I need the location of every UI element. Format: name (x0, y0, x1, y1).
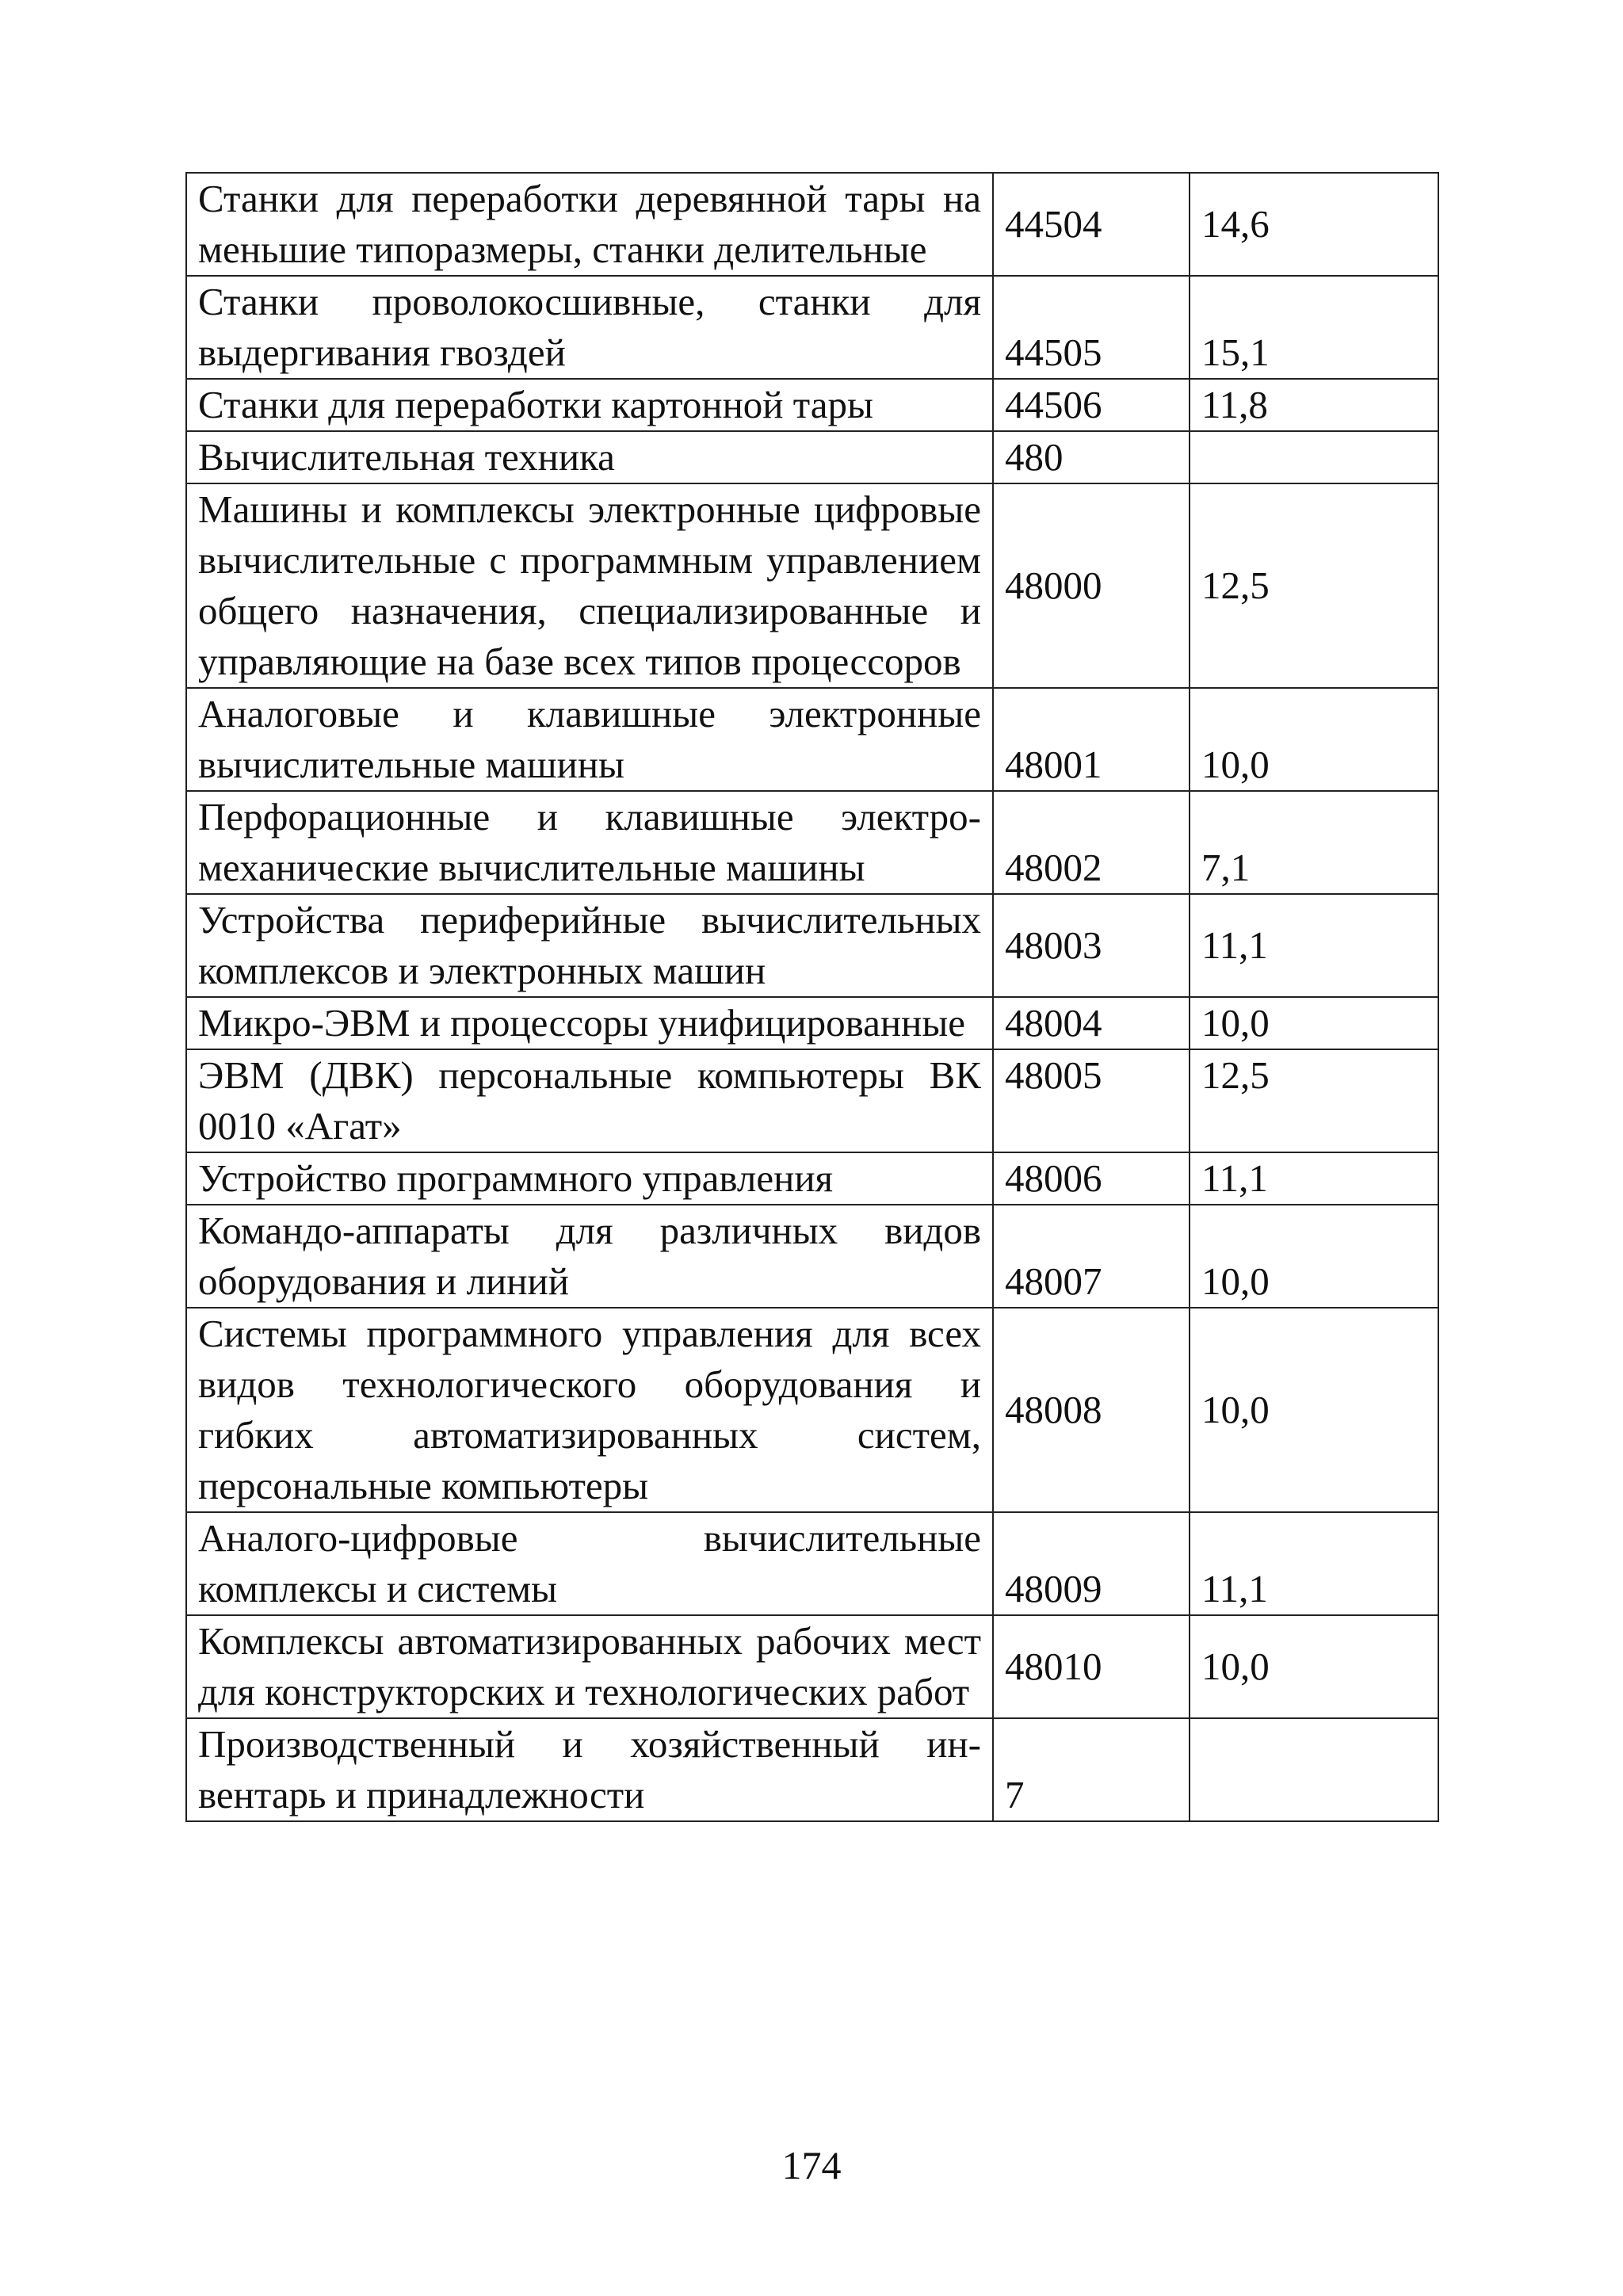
asset-code: 7 (993, 1718, 1190, 1821)
page-number: 174 (781, 2143, 842, 2187)
asset-code: 48008 (993, 1308, 1190, 1512)
asset-code: 48009 (993, 1512, 1190, 1615)
table-row (186, 688, 1438, 791)
asset-code: 44505 (993, 276, 1190, 379)
table-row (186, 173, 1438, 276)
table-row (186, 276, 1438, 379)
table-row (186, 379, 1438, 431)
asset-group-name: Устройство программного управления (186, 1152, 993, 1205)
depreciation-rate: 14,6 (1190, 173, 1438, 276)
depreciation-rate: 11,1 (1190, 894, 1438, 997)
asset-group-name: Устройства периферийные вычислительных комплексов и электронных машин (186, 894, 993, 997)
asset-group-name: Микро-ЭВМ и процессоры унифицированные (186, 997, 993, 1049)
asset-group-name: Системы программного управления для всех видов технологического оборудования и гибких автоматизированных систем, персональные компьютеры (186, 1308, 993, 1512)
table-row (186, 1049, 1438, 1152)
asset-code: 44506 (993, 379, 1190, 431)
depreciation-rate: 10,0 (1190, 997, 1438, 1049)
asset-group-name: Перфорационные и клавишные электромеханические вычислительные машины (186, 791, 993, 894)
asset-group-name: Станки проволокосшивные, станки для выдергивания гвоздей (186, 276, 993, 379)
table-row (186, 431, 1438, 483)
depreciation-rate: 11,1 (1190, 1512, 1438, 1615)
asset-group-name: Производственный и хозяйственный инвентарь и принадлежности (186, 1718, 993, 1821)
asset-code: 480 (993, 431, 1190, 483)
asset-code: 44504 (993, 173, 1190, 276)
asset-group-name: Вычислительная техника (186, 431, 993, 483)
table-row (186, 1718, 1438, 1821)
depreciation-rate: 10,0 (1190, 688, 1438, 791)
depreciation-rate: 10,0 (1190, 1205, 1438, 1308)
asset-group-name: Аналоговые и клавишные электронные вычислительные машины (186, 688, 993, 791)
table-row (186, 1512, 1438, 1615)
asset-group-name: Командо-аппараты для различных видов оборудования и линий (186, 1205, 993, 1308)
table-row (186, 997, 1438, 1049)
table-row (186, 1308, 1438, 1512)
asset-group-name: Комплексы автоматизированных рабочих мест для конструкторских и технологических работ (186, 1615, 993, 1718)
asset-code: 48005 (993, 1049, 1190, 1152)
depreciation-rate: 15,1 (1190, 276, 1438, 379)
depreciation-rate: 12,5 (1190, 483, 1438, 688)
table-row (186, 894, 1438, 997)
depreciation-rate: 10,0 (1190, 1308, 1438, 1512)
asset-group-name: Станки для переработки картонной тары (186, 379, 993, 431)
table-row (186, 483, 1438, 688)
table-body (186, 173, 1438, 1821)
asset-code: 48010 (993, 1615, 1190, 1718)
depreciation-rate: 12,5 (1190, 1049, 1438, 1152)
asset-code: 48004 (993, 997, 1190, 1049)
asset-code: 48002 (993, 791, 1190, 894)
depreciation-table (185, 172, 1439, 1822)
asset-group-name: Станки для переработки деревянной тары на меньшие типоразмеры, станки делительные (186, 173, 993, 276)
asset-code: 48006 (993, 1152, 1190, 1205)
asset-code: 48000 (993, 483, 1190, 688)
table-row (186, 1205, 1438, 1308)
depreciation-rate: 11,1 (1190, 1152, 1438, 1205)
asset-group-name: ЭВМ (ДВК) персональные компьютеры ВК 0010 «Агат» (186, 1049, 993, 1152)
depreciation-rate (1190, 431, 1438, 483)
depreciation-rate: 7,1 (1190, 791, 1438, 894)
asset-code: 48007 (993, 1205, 1190, 1308)
asset-code: 48003 (993, 894, 1190, 997)
table-row (186, 1152, 1438, 1205)
depreciation-rate: 10,0 (1190, 1615, 1438, 1718)
depreciation-rate: 11,8 (1190, 379, 1438, 431)
table-row (186, 791, 1438, 894)
asset-code: 48001 (993, 688, 1190, 791)
asset-group-name: Машины и комплексы электронные цифровые вычислительные с программным управлением общего назначения, специализированные и управляющие на базе всех типов процессоров (186, 483, 993, 688)
table-row (186, 1615, 1438, 1718)
asset-group-name: Аналого-цифровые вычислительные комплексы и системы (186, 1512, 993, 1615)
depreciation-rate (1190, 1718, 1438, 1821)
